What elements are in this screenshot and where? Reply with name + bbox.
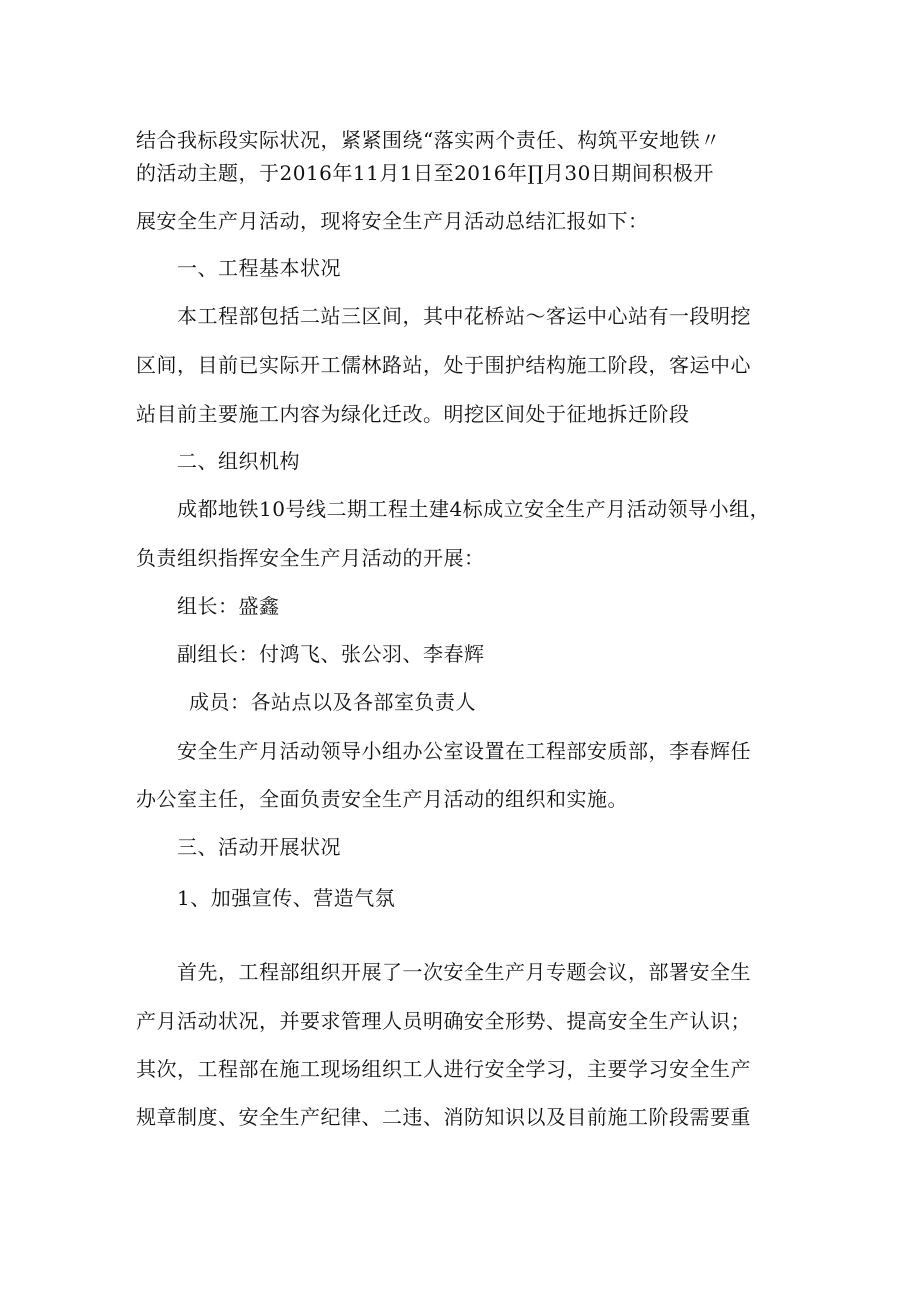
text-line: 的活动主题，于2016年11月1日至2016年∏月30日期间积极开 bbox=[136, 161, 714, 185]
text-line: 结合我标段实际状况，紧紧围绕“落实两个责任、构筑平安地铁〃 bbox=[136, 128, 721, 152]
text-line: 组长：盛鑫 bbox=[177, 594, 280, 618]
section-heading: 一、工程基本状况 bbox=[177, 256, 341, 280]
text-line: 安全生产月活动领导小组办公室设置在工程部安质部，李春辉任 bbox=[177, 739, 751, 763]
text-line: 负责组织指挥安全生产月活动的开展： bbox=[136, 546, 485, 570]
subsection-heading: 1、加强宣传、营造气氛 bbox=[177, 886, 396, 910]
text-line: 其次，工程部在施工现场组织工人进行安全学习，主要学习安全生产 bbox=[136, 1057, 751, 1081]
section-heading: 二、组织机构 bbox=[177, 449, 300, 473]
text-line: 站目前主要施工内容为绿化迁改。明挖区间处于征地拆迁阶段 bbox=[136, 402, 690, 426]
text-line: 副组长：付鸿飞、张公羽、李春辉 bbox=[177, 642, 485, 666]
text-line: 展安全生产月活动，现将安全生产月活动总结汇报如下： bbox=[136, 209, 649, 233]
text-line: 办公室主任，全面负责安全生产月活动的组织和实施。 bbox=[136, 787, 628, 811]
text-line: 首先，工程部组织开展了一次安全生产月专题会议，部署安全生 bbox=[177, 960, 751, 984]
text-line: 成都地铁10号线二期工程土建4标成立安全生产月活动领导小组， bbox=[177, 497, 771, 521]
section-heading: 三、活动开展状况 bbox=[177, 835, 341, 859]
text-line: 区间，目前已实际开工儒林路站，处于围护结构施工阶段，客运中心 bbox=[136, 353, 751, 377]
text-line: 产月活动状况，并要求管理人员明确安全形势、提高安全生产认识； bbox=[136, 1009, 751, 1033]
text-line: 本工程部包括二站三区间，其中花桥站～客运中心站有一段明挖 bbox=[177, 304, 751, 328]
text-line: 规章制度、安全生产纪律、二违、消防知识以及目前施工阶段需要重 bbox=[136, 1105, 751, 1129]
text-line: 成员：各站点以及各部室负责人 bbox=[189, 690, 476, 714]
